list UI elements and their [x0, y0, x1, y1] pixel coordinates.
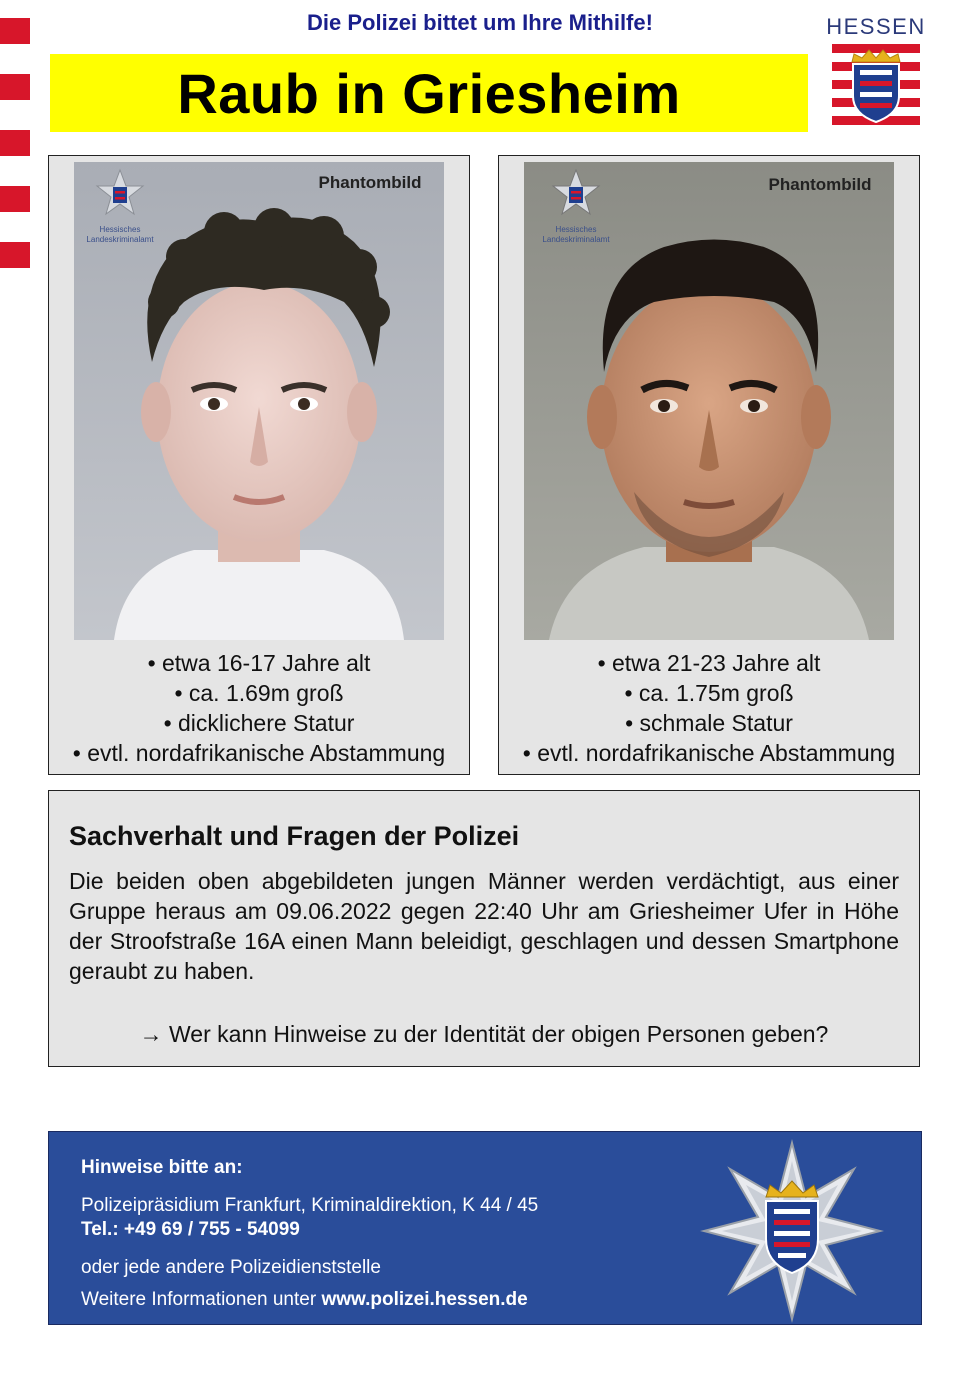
more-info-prefix: Weitere Informationen unter [81, 1289, 322, 1310]
edge-mark [0, 186, 30, 212]
appeal-line: Die Polizei bittet um Ihre Mithilfe! [307, 10, 653, 35]
suspect-card-2 [498, 155, 920, 775]
facts-heading: Sachverhalt und Fragen der Polizei [69, 821, 520, 851]
contact-office: Polizeipräsidium Frankfurt, Kriminaldirektion, K 44 / 45 [81, 1195, 539, 1216]
trait-height: • ca. 1.75m groß [624, 680, 794, 706]
suspect-1-traits [49, 648, 469, 768]
trait-age: • etwa 21-23 Jahre alt [597, 650, 821, 676]
trait-age: • etwa 16-17 Jahre alt [147, 650, 371, 676]
police-star-icon [699, 1138, 885, 1324]
suspect-card-1 [48, 155, 470, 775]
contact-more-info [81, 1288, 538, 1312]
trait-origin: • evtl. nordafrikanische Abstammung [72, 740, 446, 766]
page-title: Raub in Griesheim [177, 61, 681, 125]
website-link[interactable]: www.polizei.hessen.de [321, 1289, 528, 1310]
suspect-1-portrait [74, 162, 444, 640]
edge-mark [0, 74, 30, 100]
contact-panel [48, 1131, 922, 1325]
edge-mark [0, 18, 30, 44]
svg-text:Hessisches: Hessisches [99, 225, 141, 234]
hessen-logo [826, 14, 926, 136]
suspect-2-traits [499, 648, 919, 768]
case-facts-panel [48, 790, 920, 1067]
edge-mark [0, 242, 30, 268]
facts-question: → Wer kann Hinweise zu der Identität der obigen Personen geben? [139, 1021, 829, 1047]
contact-other: oder jede andere Polizeidienststelle [81, 1257, 381, 1278]
svg-text:Phantombild: Phantombild [768, 175, 872, 194]
contact-text [81, 1156, 538, 1312]
trait-origin: • evtl. nordafrikanische Abstammung [522, 740, 896, 766]
edge-mark [0, 130, 30, 156]
trait-height: • ca. 1.69m groß [174, 680, 344, 706]
svg-text:Landeskriminalamt: Landeskriminalamt [86, 235, 154, 244]
svg-text:Hessisches: Hessisches [555, 225, 597, 234]
hessen-coat-of-arms-icon [826, 14, 926, 136]
trait-build: • dicklichere Statur [163, 710, 355, 736]
title-banner [50, 54, 808, 132]
contact-heading: Hinweise bitte an: [81, 1157, 243, 1178]
suspect-2-portrait [524, 162, 894, 640]
svg-text:Landeskriminalamt: Landeskriminalamt [542, 235, 610, 244]
trait-build: • schmale Statur [625, 710, 793, 736]
facts-body: Die beiden oben abgebildeten jungen Männer werden verdächtigt, aus einer Gruppe heraus am 09.06.2022 gegen 22:40 Uhr am Griesheimer Ufer in Höhe der Stroofstraße 16A einen Mann beleidigt, geschlagen und dessen Smartphone geraubt zu haben. [69, 868, 899, 984]
contact-phone: Tel.: +49 69 / 755 - 54099 [81, 1219, 300, 1240]
hessen-logo-text: HESSEN [826, 14, 926, 39]
svg-text:Phantombild: Phantombild [318, 173, 422, 192]
